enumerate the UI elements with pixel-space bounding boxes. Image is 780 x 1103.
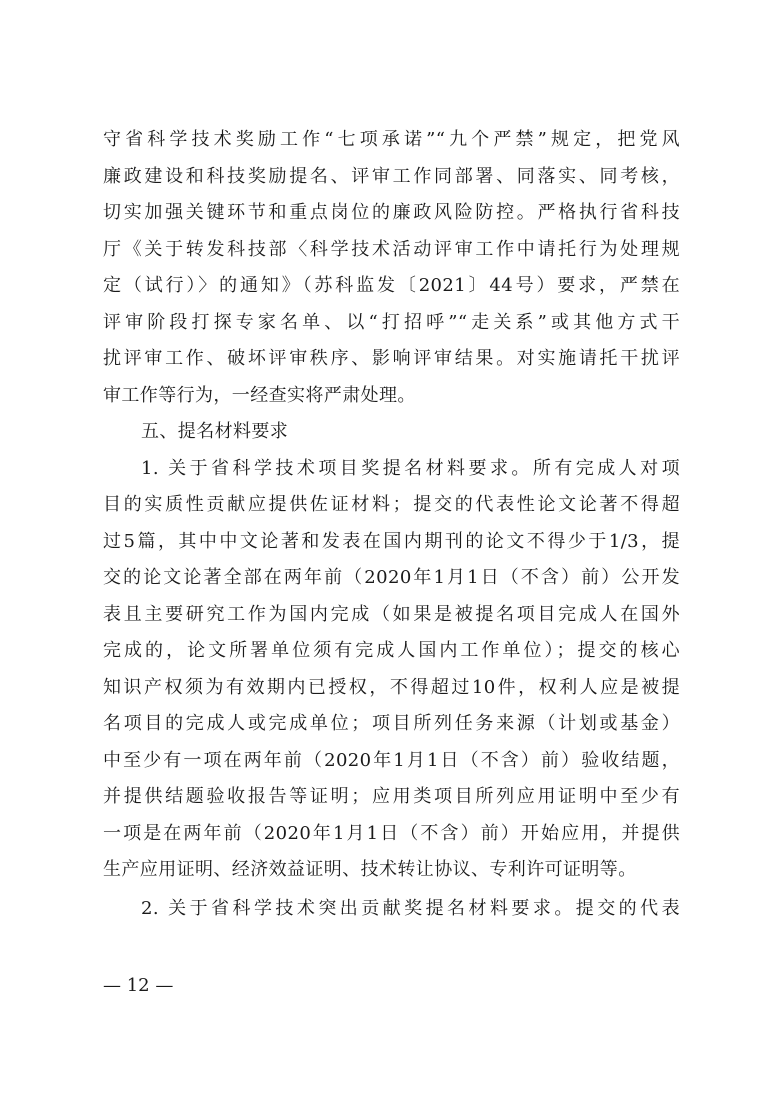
text-line: 名项目的完成人或完成单位；项目所列任务来源（计划或基金）	[103, 713, 680, 734]
text-line: 一项是在两年前（2020年1月1日（不含）前）开始应用，并提供	[103, 822, 680, 844]
paragraph-item-2	[103, 891, 680, 928]
paragraph-item-1	[103, 451, 680, 889]
section-heading-container	[103, 414, 680, 451]
text-line: 知识产权须为有效期内已授权，不得超过10件，权利人应是被提	[103, 676, 680, 698]
paragraph-integrity-rules	[103, 122, 680, 414]
text-line: 中至少有一项在两年前（2020年1月1日（不含）前）验收结题，	[103, 749, 680, 771]
document-body	[103, 122, 680, 927]
text-line: 交的论文论著全部在两年前（2020年1月1日（不含）前）公开发	[103, 567, 680, 588]
text-line: 并提供结题验收报告等证明；应用类项目所列应用证明中至少有	[103, 786, 680, 807]
section-heading: 五、提名材料要求	[141, 421, 289, 442]
page-number: — 12 —	[103, 975, 174, 996]
text-line: 审工作等行为，一经查实将严肃处理。	[103, 384, 416, 406]
text-line: 生产应用证明、经济效益证明、技术转让协议、专利许可证明等。	[103, 859, 637, 880]
text-line: 表且主要研究工作为国内完成（如果是被提名项目完成人在国外	[103, 603, 680, 625]
text-line: 评审阶段打探专家名单、以“打招呼”“走关系”或其他方式干	[103, 311, 680, 333]
text-line: 2. 关于省科学技术突出贡献奖提名材料要求。提交的代表	[141, 897, 680, 919]
text-line: 目的实质性贡献应提供佐证材料；提交的代表性论文论著不得超	[103, 494, 680, 515]
text-line: 守省科学技术奖励工作“七项承诺”“九个严禁”规定，把党风	[103, 129, 680, 150]
text-line: 厅《关于转发科技部〈科学技术活动评审工作中请托行为处理规	[103, 238, 680, 260]
text-line: 扰评审工作、破坏评审秩序、影响评审结果。对实施请托干扰评	[103, 348, 680, 369]
text-line: 切实加强关键环节和重点岗位的廉政风险防控。严格执行省科技	[103, 202, 680, 223]
text-line: 1. 关于省科学技术项目奖提名材料要求。所有完成人对项	[141, 457, 680, 479]
text-line: 过5篇，其中中文论著和发表在国内期刊的论文不得少于1/3，提	[103, 530, 680, 552]
text-line: 定（试行）〉的通知》（苏科监发〔2021〕44号）要求，严禁在	[103, 275, 680, 296]
text-line: 廉政建设和科技奖励提名、评审工作同部署、同落实、同考核，	[103, 165, 680, 187]
text-line: 完成的，论文所署单位须有完成人国内工作单位）；提交的核心	[103, 640, 680, 661]
